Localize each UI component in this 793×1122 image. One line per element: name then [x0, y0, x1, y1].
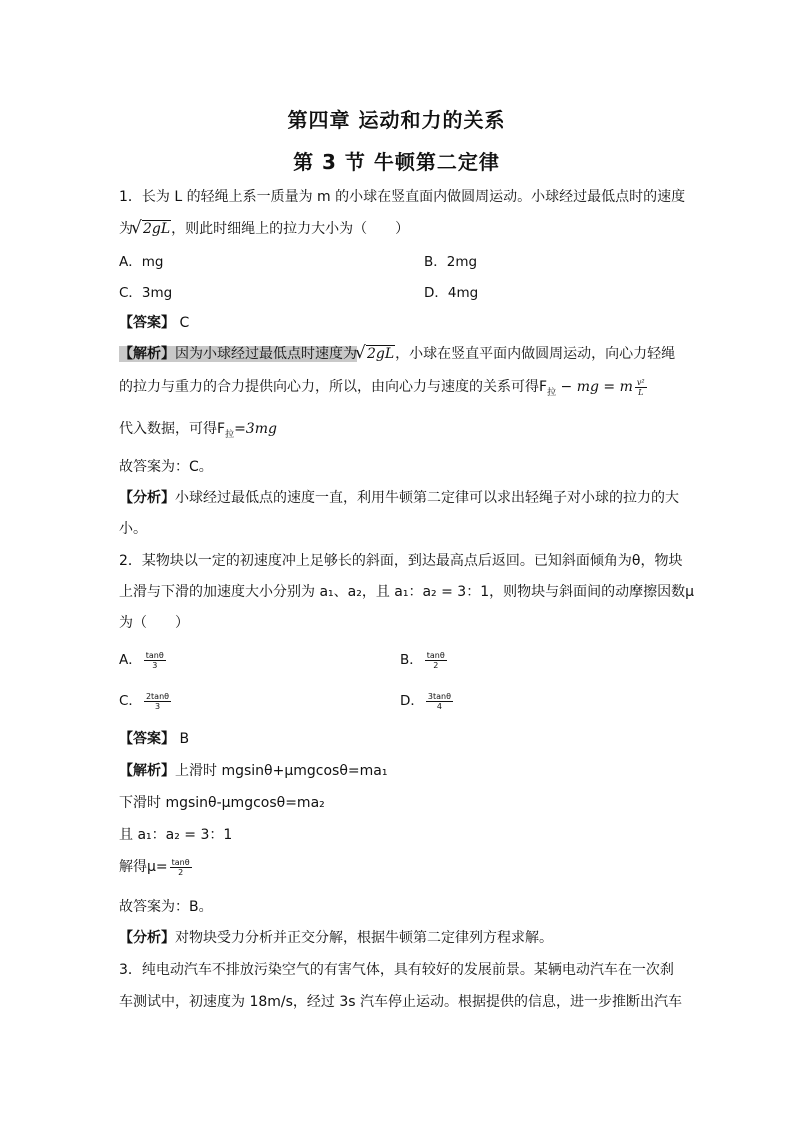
section-title: 第 3 节 牛顿第二定律	[293, 150, 500, 174]
analysis-text: 解得μ=	[119, 859, 168, 875]
q1-option-b: B．2mg	[424, 254, 478, 270]
q2-analysis-line1	[119, 760, 387, 780]
q1-sqrt-expression	[133, 221, 171, 237]
result-fraction	[170, 858, 192, 877]
q2-conclusion: 故答案为：B。	[119, 899, 213, 915]
q1-stem-prefix: 为	[119, 221, 133, 237]
option-label: A．	[119, 652, 142, 668]
fraction-numerator: tanθ	[171, 857, 190, 867]
q1-analysis-line3	[119, 418, 277, 440]
fraction-numerator: tanθ	[145, 650, 164, 660]
analysis-tag: 【解析】	[119, 346, 175, 362]
q2-stem-line1: 2．某物块以一定的初速度冲上足够长的斜面，到达最高点后返回。已知斜面倾角为θ，物块	[119, 553, 683, 569]
answer-tag: 【答案】	[119, 731, 175, 747]
analysis-sqrt-expression	[357, 346, 395, 362]
option-fraction	[144, 692, 171, 711]
velocity-fraction	[635, 378, 647, 397]
analysis-text: 代入数据，可得F	[119, 421, 226, 437]
analysis-text: 的拉力与重力的合力提供向心力，所以，由向心力与速度的关系可得F	[119, 379, 548, 395]
analysis-text: 因为小球经过最低点时速度为	[175, 346, 357, 362]
equation-text: − mg = m	[556, 379, 633, 395]
answer-tag: 【答案】	[119, 315, 175, 331]
q2-option-a	[119, 648, 168, 670]
force-subscript: 拉	[547, 387, 557, 398]
fraction-numerator: v²	[636, 377, 645, 387]
review-tag: 【分析】	[119, 490, 175, 506]
fraction-denominator: 2	[178, 867, 184, 877]
q2-option-b	[400, 648, 449, 670]
q2-answer	[119, 728, 189, 748]
q1-stem-line1: 1．长为 L 的轻绳上系一质量为 m 的小球在竖直面内做圆周运动。小球经过最低点时的速度	[119, 189, 686, 205]
q1-stem-line2	[119, 218, 409, 238]
option-label: C．	[119, 693, 142, 709]
force-subscript: 拉	[225, 429, 235, 440]
option-label: D．	[400, 693, 424, 709]
fraction-denominator: 3	[152, 660, 158, 670]
q2-stem-line3: 为（ ）	[119, 615, 189, 631]
q1-sqrt-radicand: 2gL	[143, 221, 171, 237]
review-text: 对物块受力分析并正交分解，根据牛顿第二定律列方程求解。	[175, 930, 553, 946]
q1-analysis-line2	[119, 376, 649, 398]
q2-analysis-line2: 下滑时 mgsinθ-μmgcosθ=ma₂	[119, 795, 325, 811]
analysis-tag: 【解析】	[119, 763, 175, 779]
fraction-denominator: 3	[154, 701, 161, 711]
fraction-denominator: 2	[433, 660, 439, 670]
q3-stem-line2: 车测试中，初速度为 18m/s，经过 3s 汽车停止运动。根据提供的信息，进一步推断出汽车	[119, 994, 683, 1010]
q2-analysis-line3: 且 a₁：a₂ = 3：1	[119, 827, 233, 843]
q2-option-d	[400, 689, 455, 711]
fraction-numerator: 3tanθ	[427, 691, 451, 701]
analysis-text-cont: ，小球在竖直平面内做圆周运动，向心力轻绳	[395, 346, 676, 362]
q1-option-a: A．mg	[119, 254, 164, 270]
answer-value: C	[179, 315, 190, 331]
fraction-denominator: L	[638, 387, 644, 397]
q1-stem-suffix: ，则此时细绳上的拉力大小为（ ）	[171, 221, 410, 237]
q2-stem-line2: 上滑与下滑的加速度大小分别为 a₁、a₂，且 a₁：a₂ = 3：1，则物块与斜面间的动摩擦因数μ	[119, 584, 695, 600]
q1-option-c: C．3mg	[119, 285, 173, 301]
answer-value: B	[179, 731, 190, 747]
q2-analysis-line4	[119, 856, 194, 877]
q1-option-d: D．4mg	[424, 285, 479, 301]
equation-text: =3mg	[234, 421, 277, 437]
option-fraction	[144, 651, 166, 670]
fraction-numerator: tanθ	[426, 650, 445, 660]
chapter-title: 第四章 运动和力的关系	[287, 108, 506, 132]
q1-analysis-line1	[119, 343, 675, 363]
q1-review-line2: 小。	[119, 521, 147, 537]
option-label: B．	[400, 652, 423, 668]
q1-review-line1	[119, 487, 679, 507]
fraction-denominator: 4	[436, 701, 442, 711]
analysis-text: 上滑时 mgsinθ+μmgcosθ=ma₁	[175, 763, 388, 779]
q1-answer	[119, 312, 189, 332]
option-fraction	[425, 651, 447, 670]
analysis-sqrt-radicand: 2gL	[367, 346, 395, 362]
review-text: 小球经过最低点的速度一直，利用牛顿第二定律可以求出轻绳子对小球的拉力的大	[175, 490, 679, 506]
fraction-numerator: 2tanθ	[145, 691, 170, 701]
q2-review-line1	[119, 927, 553, 947]
q3-stem-line1: 3．纯电动汽车不排放污染空气的有害气体，具有较好的发展前景。某辆电动汽车在一次刹	[119, 962, 674, 978]
review-tag: 【分析】	[119, 930, 175, 946]
q1-conclusion: 故答案为：C。	[119, 459, 213, 475]
q2-option-c	[119, 689, 173, 711]
option-fraction	[426, 692, 453, 711]
